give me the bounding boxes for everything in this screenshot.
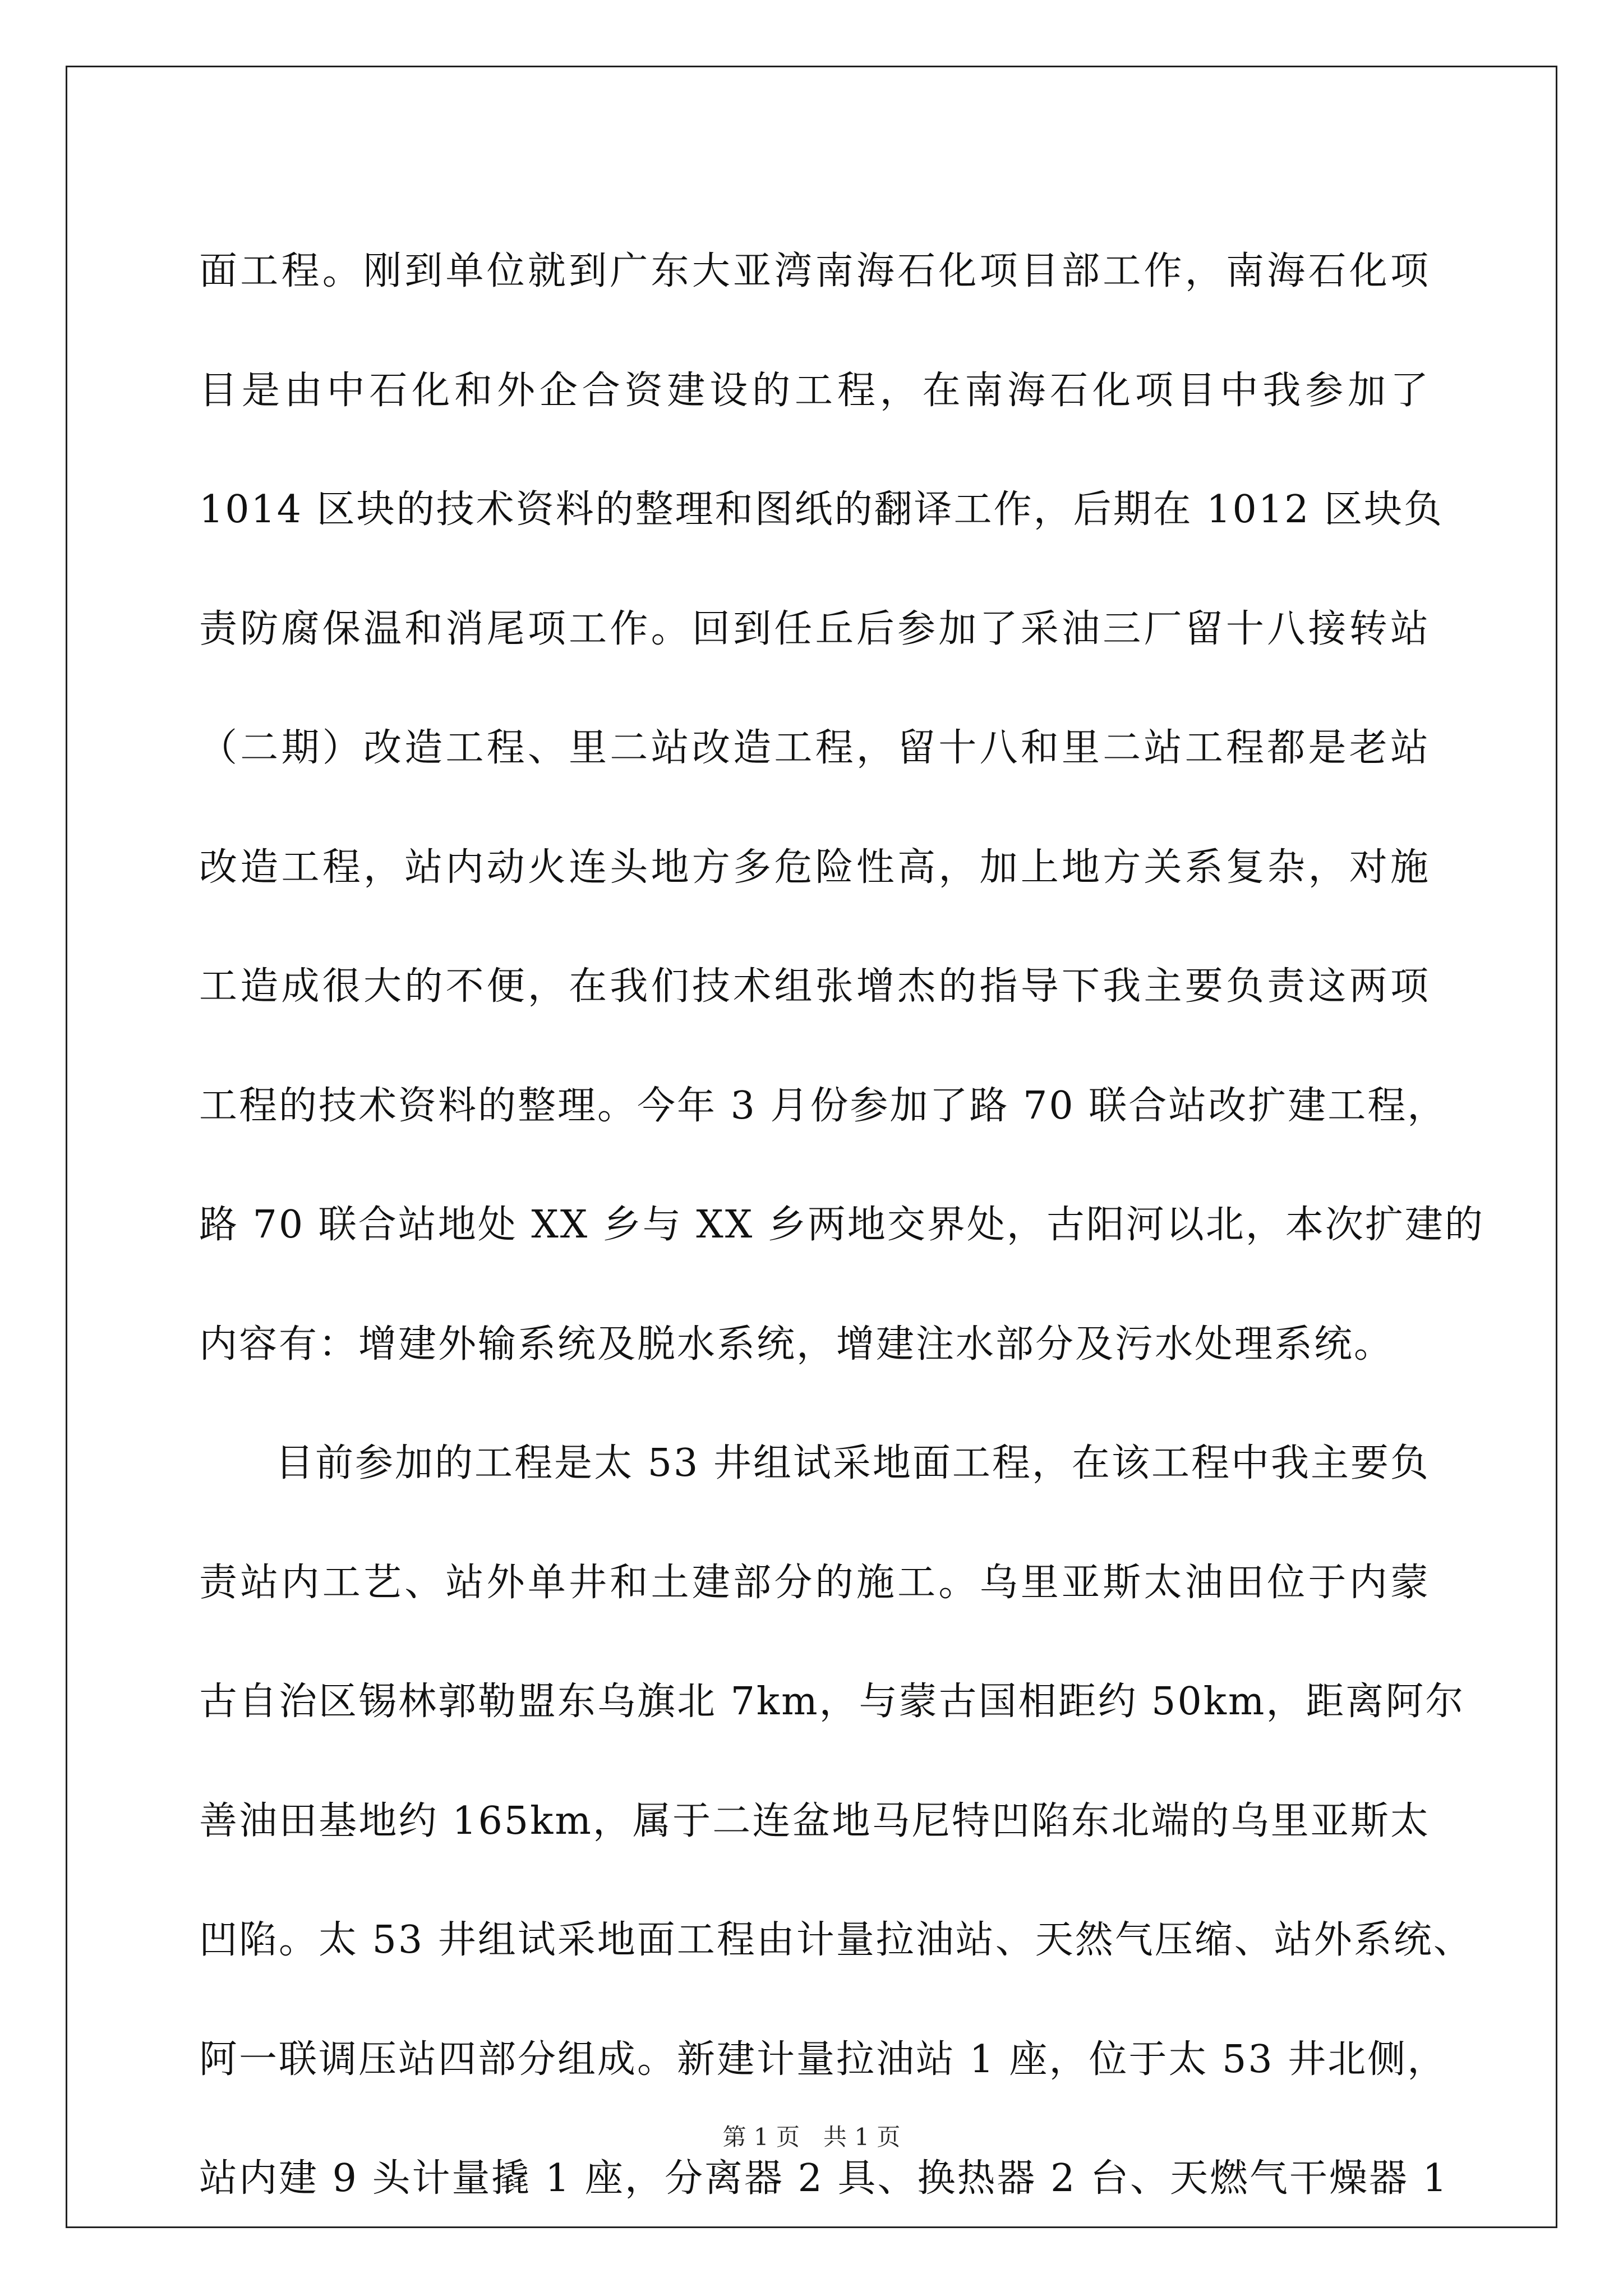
text-line: 内容有：增建外输系统及脱水系统，增建注水部分及污水处理系统。 — [199, 1322, 1394, 1366]
text-line: 工程的技术资料的整理。今年 3 月份参加了路 70 联合站改扩建工程， — [199, 1083, 1447, 1128]
text-line: 目是由中石化和外企合资建设的工程，在南海石化项目中我参加了 — [199, 368, 1430, 413]
text-line: 阿一联调压站四部分组成。新建计量拉油站 1 座，位于太 53 井北侧， — [199, 2037, 1447, 2082]
text-line: 站内建 9 头计量撬 1 座，分离器 2 具、换热器 2 台、天燃气干燥器 1 — [199, 2156, 1449, 2201]
paragraph-1 — [199, 212, 1484, 1404]
paragraph-2 — [199, 1404, 1473, 2239]
text-line: 1014 区块的技术资料的整理和图纸的翻译工作，后期在 1012 区块负 — [199, 487, 1444, 532]
text-line: 凹陷。太 53 井组试采地面工程由计量拉油站、天然气压缩、站外系统、 — [199, 1918, 1473, 1962]
text-line: 责防腐保温和消尾项工作。回到任丘后参加了采油三厂留十八接转站 — [199, 606, 1430, 651]
document-body — [199, 212, 1484, 2239]
text-line: 古自治区锡林郭勒盟东乌旗北 7km，与蒙古国相距约 50km，距离阿尔 — [199, 1680, 1465, 1724]
text-line: （二期）改造工程、里二站改造工程，留十八和里二站工程都是老站 — [199, 726, 1430, 770]
text-line: 目前参加的工程是太 53 井组试采地面工程，在该工程中我主要负 — [275, 1441, 1430, 1485]
text-line: 责站内工艺、站外单井和土建部分的施工。乌里亚斯太油田位于内蒙 — [199, 1560, 1430, 1605]
text-line: 面工程。刚到单位就到广东大亚湾南海石化项目部工作，南海石化项 — [199, 249, 1430, 293]
page-number-footer: 第 1 页 共 1 页 — [722, 2123, 901, 2151]
text-line: 善油田基地约 165km，属于二连盆地马尼特凹陷东北端的乌里亚斯太 — [199, 1798, 1430, 1843]
text-line: 工造成很大的不便，在我们技术组张增杰的指导下我主要负责这两项 — [199, 964, 1430, 1009]
text-line: 改造工程，站内动火连头地方多危险性高，加上地方关系复杂，对施 — [199, 845, 1430, 890]
text-line: 路 70 联合站地处 XX 乡与 XX 乡两地交界处，古阳河以北，本次扩建的 — [199, 1203, 1484, 1247]
